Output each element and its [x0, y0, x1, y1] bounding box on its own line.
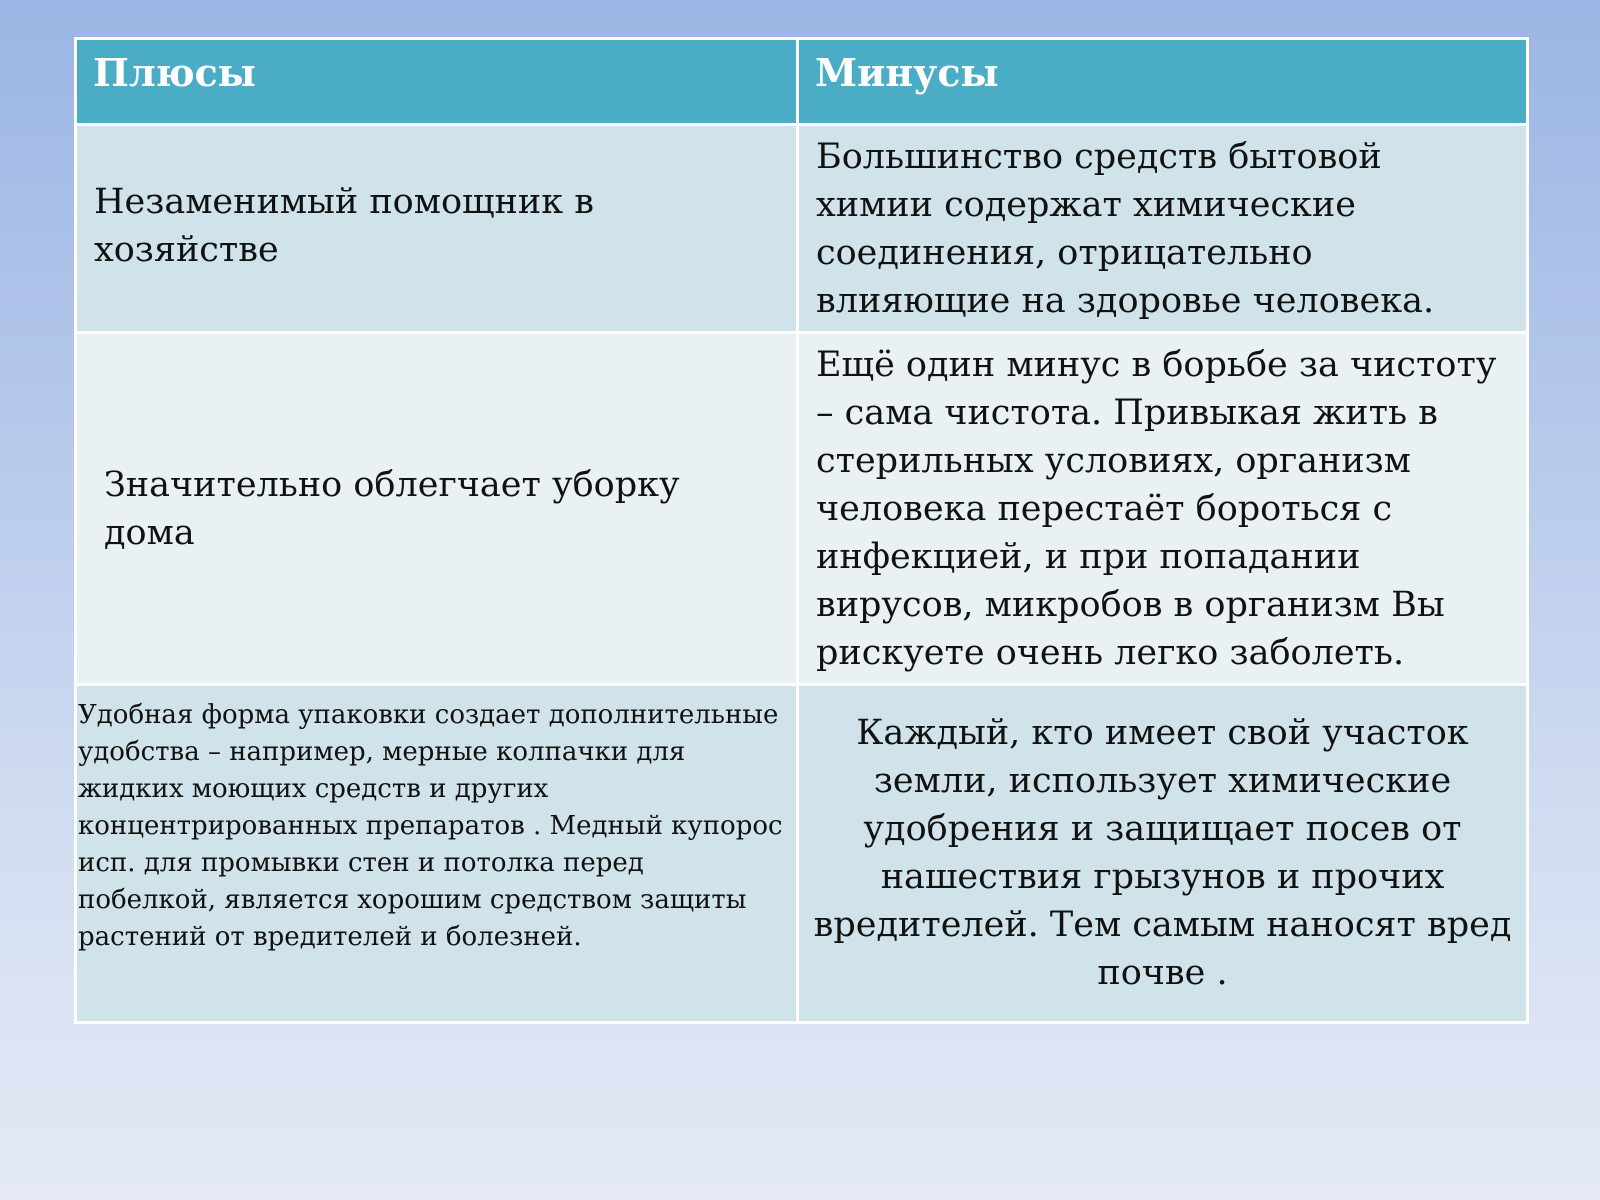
pro-cell [76, 333, 798, 685]
pros-cons-table [74, 37, 1529, 1024]
pro-text: Удобная форма упаковки создает дополнительные удобства – например, мерные колпачки для жидких моющих средств и других концентрированных препаратов . Медный купорос исп. для промывки стен и потолка перед побелкой, является хорошим средством защиты растений от вредителей и болезней. [78, 700, 783, 952]
pro-text: Значительно облегчает уборку дома [104, 464, 680, 553]
header-cons: Минусы [798, 39, 1528, 125]
con-text: Большинство средств бытовой химии содержат химические соединения, отрицательно влияющие на здоровье человека. [816, 137, 1435, 321]
con-text: Ещё один минус в борьбе за чистоту – сама чистота. Привыкая жить в стерильных условиях, организм человека перестаёт бороться с инфекцией, и при попадании вирусов, микробов в организм Вы рискуете очень легко заболеть. [816, 345, 1497, 673]
pro-cell [76, 685, 798, 1023]
con-cell [798, 125, 1528, 333]
pro-cell [76, 125, 798, 333]
table-row [76, 685, 1528, 1023]
pro-text: Незаменимый помощник в хозяйстве [94, 181, 594, 270]
table-row [76, 333, 1528, 685]
table-header-row [76, 39, 1528, 125]
con-text: Каждый, кто имеет свой участок земли, использует химические удобрения и защищает посев от нашествия грызунов и прочих вредителей. Тем самым наносят вред почве . [813, 713, 1512, 993]
header-pros: Плюсы [76, 39, 798, 125]
table-row [76, 125, 1528, 333]
con-cell [798, 333, 1528, 685]
con-cell [798, 685, 1528, 1023]
